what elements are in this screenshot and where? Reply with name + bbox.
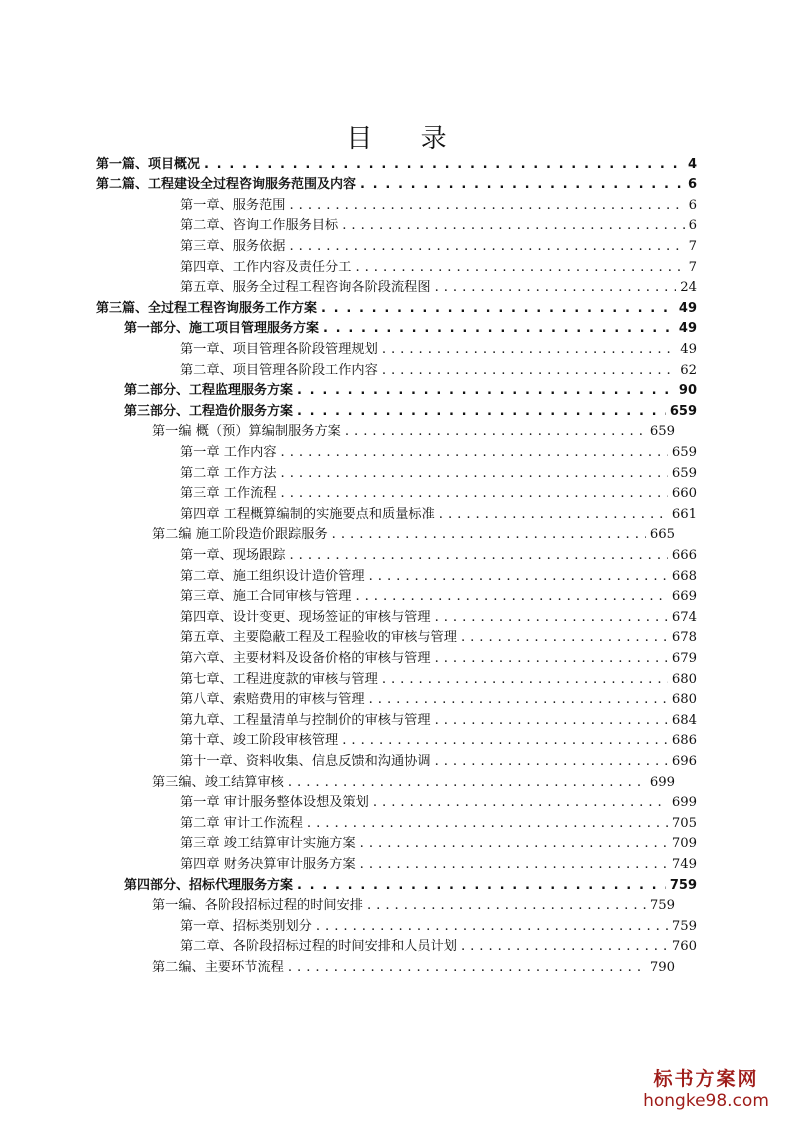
toc-entry-page: 49 [678, 300, 697, 316]
toc-entry[interactable] [180, 276, 697, 297]
toc-entry-page: 759 [671, 918, 697, 934]
toc-entry-title: 第七章、工程进度款的审核与管理 [180, 671, 378, 687]
toc-dot-leader [342, 735, 668, 747]
toc-dot-leader [435, 653, 668, 665]
toc-entry-title: 第二章、项目管理各阶段工作内容 [180, 362, 378, 378]
toc-dot-leader [342, 220, 684, 232]
toc-entry[interactable] [152, 894, 697, 915]
toc-entry-title: 第一编 概（预）算编制服务方案 [152, 424, 341, 440]
toc-entry[interactable] [152, 955, 697, 976]
toc-dot-leader [355, 591, 667, 603]
toc-entry-title: 第一章、服务范围 [180, 197, 286, 213]
toc-entry-page: 790 [649, 959, 675, 975]
toc-entry[interactable] [180, 358, 697, 379]
toc-entry-page: 661 [671, 506, 697, 522]
toc-dot-leader [373, 797, 668, 809]
toc-entry-page: 24 [680, 280, 697, 296]
toc-entry[interactable] [152, 420, 697, 441]
toc-dot-leader [435, 756, 668, 768]
toc-entry[interactable] [180, 440, 697, 461]
toc-entry-page: 669 [671, 589, 697, 605]
toc-entry-title: 第二编、主要环节流程 [152, 959, 284, 975]
toc-entry-page: 760 [671, 939, 697, 955]
toc-dot-leader [290, 550, 668, 562]
toc-entry[interactable] [180, 914, 697, 935]
toc-entry[interactable] [180, 935, 697, 956]
watermark-name: 标书方案网 [653, 1068, 759, 1090]
toc-dot-leader [297, 880, 666, 892]
toc-entry[interactable] [180, 667, 697, 688]
toc-entry-page: 665 [649, 527, 675, 543]
toc-entry[interactable] [180, 234, 697, 255]
toc-entry-title: 第八章、索赔费用的审核与管理 [180, 692, 365, 708]
toc-dot-leader [382, 344, 676, 356]
toc-entry-title: 第三篇、全过程工程咨询服务工作方案 [96, 300, 318, 316]
toc-entry[interactable] [180, 852, 697, 873]
toc-entry[interactable] [180, 255, 697, 276]
toc-entry-page: 684 [671, 712, 697, 728]
toc-dot-leader [461, 941, 668, 953]
toc-entry-title: 第四章、工作内容及责任分工 [180, 259, 352, 275]
toc-entry[interactable] [124, 399, 697, 420]
toc-entry-page: 6 [687, 177, 697, 193]
toc-entry-title: 第一章、项目管理各阶段管理规划 [180, 341, 378, 357]
toc-dot-leader [461, 632, 668, 644]
toc-entry-page: 759 [669, 877, 697, 893]
toc-entry[interactable] [180, 688, 697, 709]
toc-entry-page: 90 [678, 383, 697, 399]
toc-entry-page: 7 [688, 259, 697, 275]
toc-entry-page: 660 [671, 486, 697, 502]
toc-entry-page: 7 [688, 238, 697, 254]
toc-entry-page: 49 [678, 321, 697, 337]
toc-entry-title: 第十一章、资料收集、信息反馈和沟通协调 [180, 753, 431, 769]
toc-entry[interactable] [180, 749, 697, 770]
toc-dot-leader [281, 488, 668, 500]
toc-entry-title: 第三章、施工合同审核与管理 [180, 589, 352, 605]
toc-entry-page: 699 [649, 774, 675, 790]
toc-entry[interactable] [180, 811, 697, 832]
toc-entry-title: 第一章、招标类别划分 [180, 918, 312, 934]
toc-entry-title: 第四部分、招标代理服务方案 [124, 877, 294, 893]
page-title: 目 录 [346, 124, 467, 154]
toc-dot-leader [369, 571, 668, 583]
watermark-url: hongke98.com [643, 1091, 769, 1111]
toc-dot-leader [288, 777, 646, 789]
toc-dot-leader [435, 715, 668, 727]
toc-entry-page: 705 [671, 815, 697, 831]
toc-dot-leader [290, 200, 685, 212]
toc-dot-leader [316, 921, 668, 933]
toc-entry-page: 666 [671, 547, 697, 563]
toc-entry-title: 第二章 工作方法 [180, 465, 277, 481]
toc-entry-title: 第六章、主要材料及设备价格的审核与管理 [180, 650, 431, 666]
toc-entry-page: 686 [671, 733, 697, 749]
toc-entry-page: 709 [671, 836, 697, 852]
toc-entry-page: 659 [649, 424, 675, 440]
toc-dot-leader [297, 385, 675, 397]
toc-entry-page: 674 [671, 609, 697, 625]
toc-entry-page: 4 [687, 156, 697, 172]
site-watermark [631, 1064, 781, 1111]
toc-dot-leader [382, 674, 668, 686]
toc-entry[interactable] [180, 543, 697, 564]
toc-entry-page: 680 [671, 671, 697, 687]
toc-entry-title: 第二章、施工组织设计造价管理 [180, 568, 365, 584]
toc-entry[interactable] [180, 708, 697, 729]
toc-dot-leader [281, 468, 668, 480]
toc-entry-page: 696 [671, 753, 697, 769]
toc-entry-title: 第二章、咨询工作服务目标 [180, 218, 339, 234]
toc-entry-title: 第四章 财务决算审计服务方案 [180, 856, 356, 872]
toc-entry-title: 第十章、竣工阶段审核管理 [180, 733, 339, 749]
toc-entry[interactable] [180, 193, 697, 214]
toc-dot-leader [367, 900, 646, 912]
toc-entry[interactable] [180, 461, 697, 482]
toc-entry-title: 第九章、工程量清单与控制价的审核与管理 [180, 712, 431, 728]
toc-entry[interactable] [180, 791, 697, 812]
toc-dot-leader [360, 179, 684, 191]
toc-dot-leader [323, 323, 675, 335]
toc-entry-title: 第三章 竣工结算审计实施方案 [180, 836, 356, 852]
toc-entry-title: 第五章、服务全过程工程咨询各阶段流程图 [180, 280, 431, 296]
toc-dot-leader [439, 509, 668, 521]
toc-entry-title: 第三编、竣工结算审核 [152, 774, 284, 790]
toc-entry-page: 680 [671, 692, 697, 708]
toc-entry-page: 62 [680, 362, 697, 378]
toc-entry[interactable] [152, 770, 697, 791]
toc-dot-leader [290, 241, 685, 253]
toc-entry-title: 第二章 审计工作流程 [180, 815, 303, 831]
toc-entry[interactable] [180, 585, 697, 606]
toc-entry-page: 749 [671, 856, 697, 872]
toc-entry-title: 第一章 工作内容 [180, 444, 277, 460]
toc-entry-page: 678 [671, 630, 697, 646]
toc-dot-leader [204, 159, 684, 171]
toc-entry[interactable] [180, 605, 697, 626]
toc-entry-title: 第一篇、项目概况 [96, 156, 201, 172]
toc-dot-leader [435, 282, 677, 294]
toc-entry-page: 699 [671, 795, 697, 811]
toc-dot-leader [332, 529, 646, 541]
toc-entry-title: 第一编、各阶段招标过程的时间安排 [152, 898, 363, 914]
toc-dot-leader [435, 612, 668, 624]
toc-entry-title: 第二编 施工阶段造价跟踪服务 [152, 527, 328, 543]
toc-entry-title: 第三章 工作流程 [180, 486, 277, 502]
toc-dot-leader [382, 365, 676, 377]
toc-entry[interactable] [180, 646, 697, 667]
toc-dot-leader [307, 818, 668, 830]
toc-entry-title: 第二部分、工程监理服务方案 [124, 383, 294, 399]
toc-entry[interactable] [96, 296, 697, 317]
toc-entry-page: 6 [688, 218, 697, 234]
toc-entry-title: 第五章、主要隐蔽工程及工程验收的审核与管理 [180, 630, 457, 646]
toc-entry[interactable] [152, 523, 697, 544]
toc-entry-title: 第三章、服务依据 [180, 238, 286, 254]
toc-entry-title: 第四章 工程概算编制的实施要点和质量标准 [180, 506, 435, 522]
toc-entry[interactable] [124, 873, 697, 894]
toc-entry-page: 679 [671, 650, 697, 666]
toc-entry-page: 659 [671, 444, 697, 460]
toc-dot-leader [360, 838, 668, 850]
toc-dot-leader [288, 962, 646, 974]
toc-entry[interactable] [124, 379, 697, 400]
toc-entry[interactable] [180, 832, 697, 853]
toc-dot-leader [369, 694, 668, 706]
toc-entry-page: 49 [680, 341, 697, 357]
toc-entry-title: 第三部分、工程造价服务方案 [124, 403, 294, 419]
toc-entry[interactable] [180, 564, 697, 585]
toc-dot-leader [345, 426, 646, 438]
toc-entry-title: 第四章、设计变更、现场签证的审核与管理 [180, 609, 431, 625]
toc-dot-leader [321, 303, 675, 315]
toc-entry[interactable] [180, 337, 697, 358]
toc-entry-title: 第二篇、工程建设全过程咨询服务范围及内容 [96, 177, 357, 193]
toc-entry[interactable] [180, 626, 697, 647]
toc-entry[interactable] [180, 729, 697, 750]
toc-entry-page: 759 [649, 898, 675, 914]
toc-dot-leader [297, 406, 666, 418]
toc-entry[interactable] [124, 317, 697, 338]
toc-entry[interactable] [96, 152, 697, 173]
toc-entry-title: 第二章、各阶段招标过程的时间安排和人员计划 [180, 939, 457, 955]
toc-entry-page: 6 [688, 197, 697, 213]
toc-entry[interactable] [96, 173, 697, 194]
toc-entry-title: 第一章、现场跟踪 [180, 547, 286, 563]
toc-entry[interactable] [180, 482, 697, 503]
toc-entry[interactable] [180, 214, 697, 235]
toc-entry-page: 668 [671, 568, 697, 584]
toc-entry-page: 659 [669, 403, 697, 419]
toc-entry-title: 第一章 审计服务整体设想及策划 [180, 795, 369, 811]
toc-dot-leader [355, 262, 684, 274]
toc-entry[interactable] [180, 502, 697, 523]
toc-dot-leader [360, 859, 668, 871]
toc-dot-leader [281, 447, 668, 459]
toc-entry-page: 659 [671, 465, 697, 481]
toc-entry-title: 第一部分、施工项目管理服务方案 [124, 321, 320, 337]
